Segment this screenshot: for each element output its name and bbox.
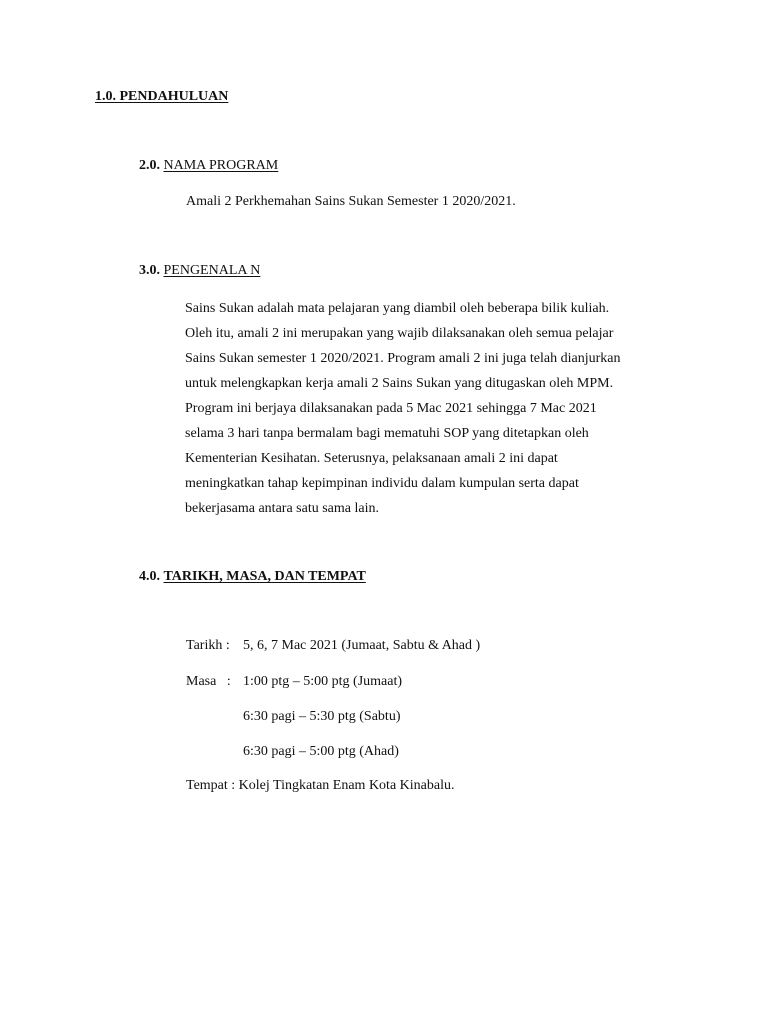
section-2-heading <box>139 157 278 175</box>
section-3-paragraph <box>185 296 685 521</box>
paragraph-line: selama 3 hari tanpa bermalam bagi mematuhi SOP yang ditetapkan oleh <box>185 426 589 441</box>
section-2-text: Amali 2 Perkhemahan Sains Sukan Semester 1 2020/2021. <box>186 194 516 209</box>
tarikh-row <box>186 637 480 655</box>
section-2-number: 2.0. <box>139 158 160 173</box>
section-3-heading <box>139 262 260 280</box>
masa-value-2: 6:30 pagi – 5:30 ptg (Sabtu) <box>243 709 401 724</box>
tempat-value: Kolej Tingkatan Enam Kota Kinabalu. <box>238 778 455 793</box>
masa-value-1: 1:00 ptg – 5:00 ptg (Jumaat) <box>243 674 403 689</box>
section-1-heading <box>95 88 228 106</box>
masa-value-3: 6:30 pagi – 5:00 ptg (Ahad) <box>243 744 399 759</box>
section-4-title: TARIKH, MASA, DAN TEMPAT <box>163 569 366 584</box>
paragraph-line: Program ini berjaya dilaksanakan pada 5 Mac 2021 sehingga 7 Mac 2021 <box>185 401 597 416</box>
masa-row <box>186 673 402 691</box>
section-3-number: 3.0. <box>139 263 160 278</box>
paragraph-line: Sains Sukan semester 1 2020/2021. Program amali 2 ini juga telah dianjurkan <box>185 351 621 366</box>
tempat-label: Tempat : <box>186 778 236 793</box>
section-1-title: PENDAHULUAN <box>119 89 229 104</box>
section-1-number: 1.0. <box>95 89 116 104</box>
paragraph-line: Kementerian Kesihatan. Seterusnya, pelaksanaan amali 2 ini dapat <box>185 451 558 466</box>
tarikh-value: 5, 6, 7 Mac 2021 (Jumaat, Sabtu & Ahad ) <box>243 638 481 653</box>
paragraph-line: meningkatkan tahap kepimpinan individu dalam kumpulan serta dapat <box>185 476 579 491</box>
paragraph-line: Oleh itu, amali 2 ini merupakan yang wajib dilaksanakan oleh semua pelajar <box>185 326 614 341</box>
section-2-title: NAMA PROGRAM <box>163 158 279 173</box>
paragraph-line: bekerjasama antara satu sama lain. <box>185 501 379 516</box>
section-3-title: PENGENALA N <box>163 263 261 278</box>
paragraph-line: Sains Sukan adalah mata pelajaran yang diambil oleh beberapa bilik kuliah. <box>185 301 610 316</box>
masa-label: Masa : <box>186 674 231 689</box>
paragraph-line: untuk melengkapkan kerja amali 2 Sains Sukan yang ditugaskan oleh MPM. <box>185 376 614 391</box>
section-1-number-title <box>95 89 228 104</box>
tempat-row <box>186 777 454 795</box>
section-4-number: 4.0. <box>139 569 160 584</box>
tarikh-label: Tarikh : <box>186 638 230 653</box>
section-4-heading <box>139 568 366 586</box>
